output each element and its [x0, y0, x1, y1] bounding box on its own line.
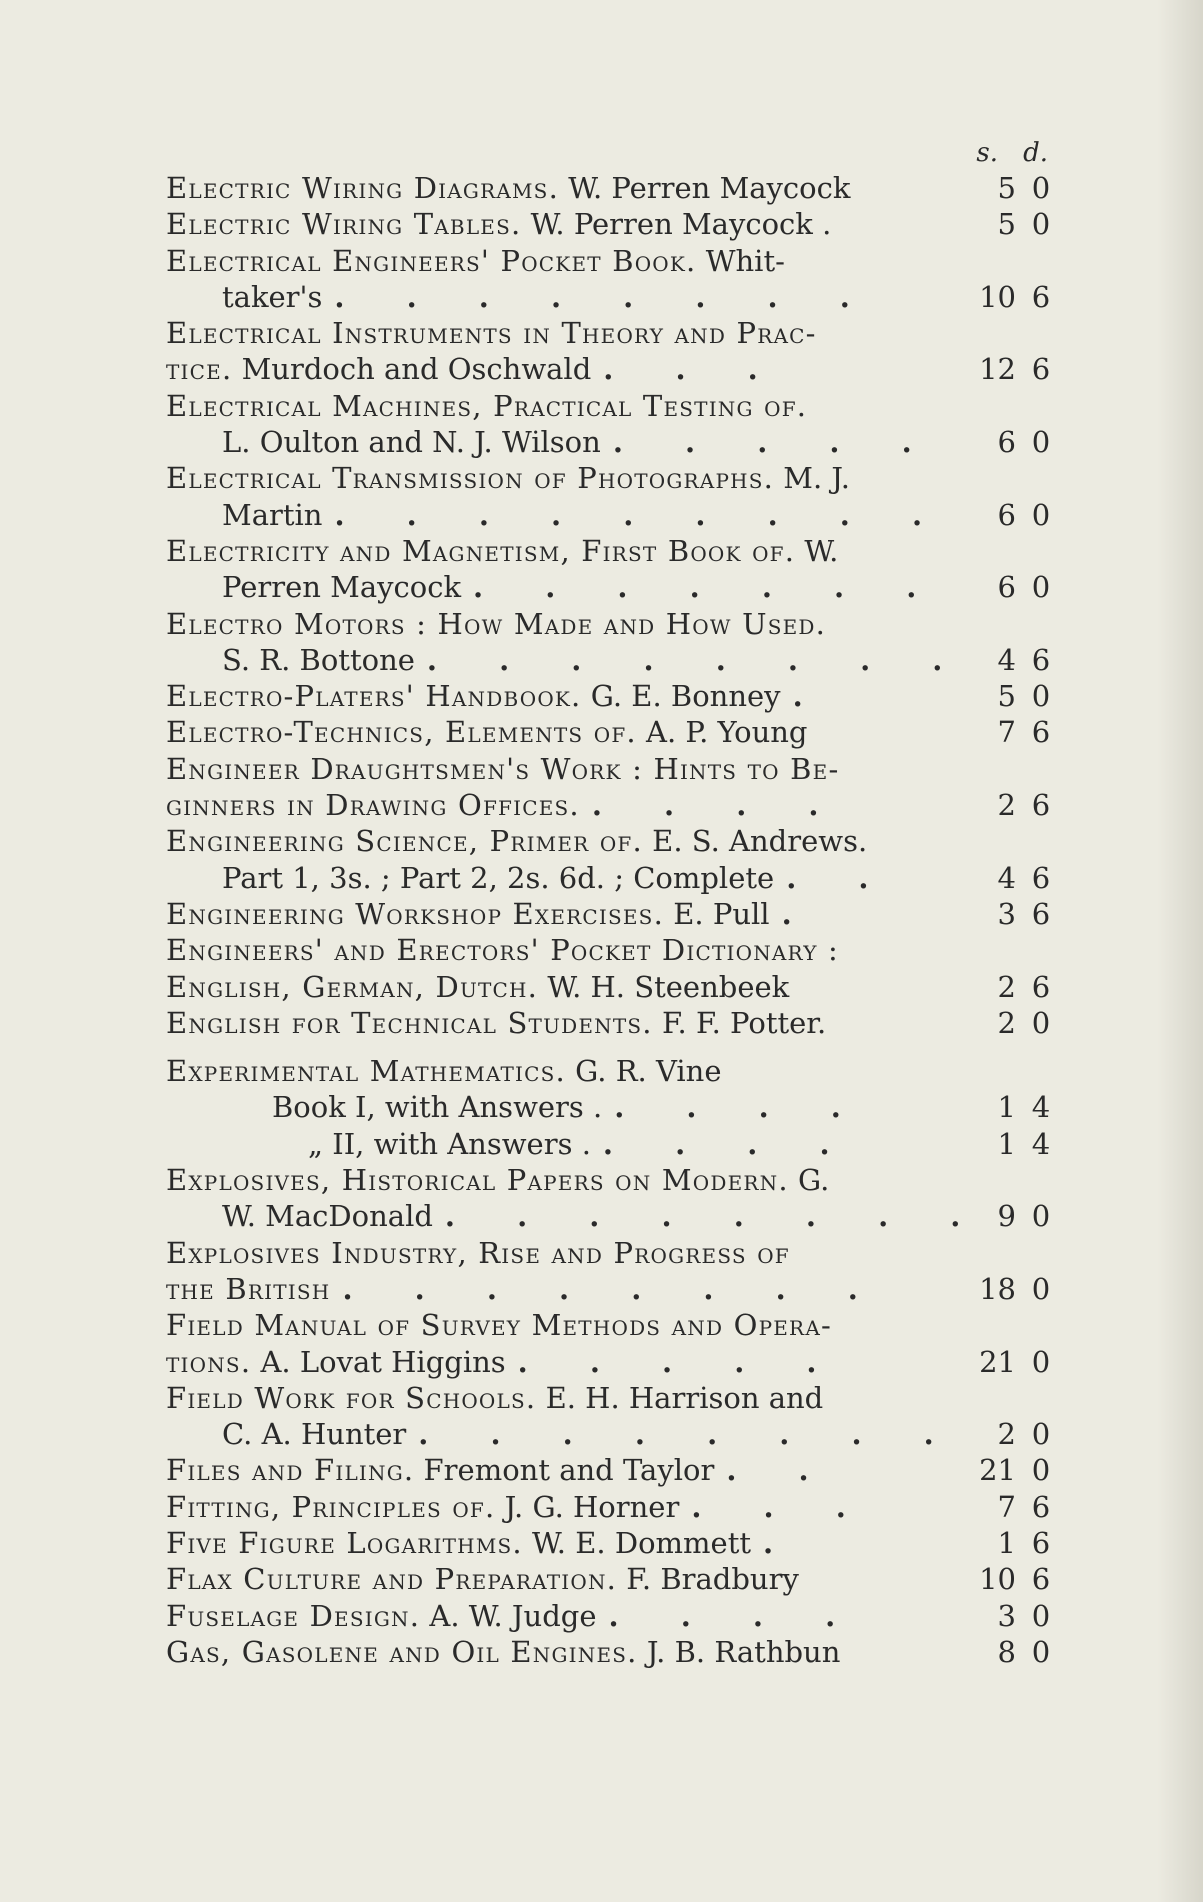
dot-leader: . . . . . . . .	[342, 1271, 884, 1306]
entry-line	[166, 1089, 1056, 1125]
price-shillings: 6	[997, 425, 1016, 460]
entry-author: J. G. Horner	[504, 1489, 680, 1524]
entry-title: Engineering Science, Primer of.	[166, 824, 643, 859]
catalogue-entry	[166, 932, 1056, 1005]
page-edge-shadow	[1157, 0, 1203, 1902]
catalogue-entry	[166, 243, 1056, 316]
dot-leader: .	[781, 896, 818, 931]
entry-title: Electrical Machines, Practical Testing of.	[166, 388, 808, 423]
catalogue-entry	[166, 823, 1056, 896]
price-pence: 6	[1031, 969, 1051, 1004]
price-column-header	[166, 136, 1056, 170]
price-shillings: 18	[979, 1271, 1016, 1306]
catalogue-entry	[166, 1162, 1056, 1235]
entry-line	[166, 823, 1056, 859]
catalogue-entry	[166, 1235, 1056, 1308]
entry-continuation-line	[166, 860, 1056, 896]
price-shillings: 7	[997, 715, 1016, 750]
entry-author: W. E. Dommett	[532, 1525, 752, 1560]
entry-line	[166, 315, 1056, 351]
entry-title: Field Work for Schools.	[166, 1380, 537, 1415]
dot-leader: . . .	[691, 1489, 872, 1524]
entry-line	[166, 1307, 1056, 1343]
dot-leader: . . .	[603, 352, 784, 387]
dot-leader: . . . . . . .	[473, 570, 943, 605]
entry-line	[166, 533, 1056, 569]
entry-title: Electro-Platers' Handbook.	[166, 679, 582, 714]
entry-title: Electrical Instruments in Theory and Prac-	[166, 316, 817, 351]
price-pence: 0	[1031, 1271, 1051, 1306]
price-pence: 0	[1031, 1344, 1051, 1379]
price-shillings: 5	[997, 679, 1016, 714]
entry-title: Electric Wiring Diagrams.	[166, 171, 560, 205]
entry-author: F. F. Potter.	[661, 1005, 827, 1040]
price-shillings: 5	[997, 171, 1016, 205]
entry-author: Murdoch and Oschwald	[241, 352, 592, 387]
entry-continuation-line	[166, 497, 1056, 533]
entry-author: „ II, with Answers .	[308, 1126, 591, 1161]
price-shillings: 2	[997, 1417, 1016, 1452]
price-pence: 0	[1031, 497, 1051, 532]
price-shillings: 2	[997, 788, 1016, 823]
entry-title: the British	[166, 1271, 331, 1306]
entry-line	[166, 1235, 1056, 1271]
dot-leader: . .	[726, 1453, 835, 1488]
entry-title: Experimental Mathematics.	[166, 1054, 566, 1089]
price-shillings: 10	[979, 279, 1016, 314]
entry-author: taker's	[222, 279, 323, 314]
price-shillings: 6	[997, 497, 1016, 532]
entry-line	[166, 678, 1056, 714]
price-shillings: 10	[979, 1562, 1016, 1597]
entry-line	[166, 932, 1056, 968]
price-pence: 0	[1031, 171, 1051, 205]
entry-line	[166, 1162, 1056, 1198]
entry-author: Martin	[222, 497, 323, 532]
entry-line	[166, 1005, 1056, 1041]
price-shillings: 12	[979, 352, 1016, 387]
entry-title: Electrical Engineers' Pocket Book.	[166, 243, 697, 278]
entry-continuation-line	[166, 642, 1056, 678]
entry-title: Files and Filing.	[166, 1453, 415, 1488]
price-shillings: 1	[997, 1090, 1016, 1125]
price-shillings: 3	[997, 896, 1016, 931]
price-pence: 0	[1031, 1199, 1051, 1234]
price-pence: 6	[1031, 715, 1051, 750]
dot-leader: . . . .	[602, 1126, 856, 1161]
entry-continuation-line	[166, 787, 1056, 823]
dot-leader: .	[763, 1525, 800, 1560]
price-pence: 6	[1031, 896, 1051, 931]
price-shillings: 5	[997, 207, 1016, 242]
entry-author: E. Pull	[673, 896, 770, 931]
entry-continuation-line	[166, 969, 1056, 1005]
price-shillings: 2	[997, 1005, 1016, 1040]
price-pence: 0	[1031, 1453, 1051, 1488]
entry-continuation-line	[166, 1416, 1056, 1452]
entry-line	[166, 1525, 1056, 1561]
entry-line	[166, 243, 1056, 279]
price-shillings: 4	[997, 642, 1016, 677]
entry-title: Gas, Gasolene and Oil Engines.	[166, 1634, 638, 1669]
entry-title: Explosives, Historical Papers on Modern.	[166, 1163, 789, 1198]
price-pence: 6	[1031, 642, 1051, 677]
dot-leader: . . . . .	[517, 1344, 843, 1379]
catalogue-entry	[166, 1634, 1056, 1670]
entry-line	[166, 896, 1056, 932]
entry-title: Field Manual of Survey Methods and Opera-	[166, 1308, 832, 1343]
price-pence: 0	[1031, 425, 1051, 460]
book-catalogue	[166, 136, 1056, 1670]
entry-author: J. B. Rathbun	[646, 1634, 841, 1669]
entry-author: A. P. Young	[646, 715, 808, 750]
price-pence: 6	[1031, 279, 1051, 314]
entry-author: G. R. Vine	[575, 1054, 722, 1089]
entry-title: Five Figure Logarithms.	[166, 1525, 523, 1560]
entry-line	[166, 1126, 1056, 1162]
entry-author: Book I, with Answers .	[272, 1090, 603, 1125]
entry-continuation-line	[166, 1344, 1056, 1380]
dot-leader: . .	[786, 860, 895, 895]
entry-line	[166, 170, 1056, 206]
catalogue-entry	[166, 315, 1056, 388]
price-pence: 6	[1031, 788, 1051, 823]
entry-title: English for Technical Students.	[166, 1005, 653, 1040]
price-pence: 0	[1031, 570, 1051, 605]
dot-leader: . . . . . . . .	[418, 1417, 960, 1452]
catalogue-entry	[166, 1489, 1056, 1525]
entry-author: M. J.	[783, 461, 851, 496]
dot-leader: . . . .	[591, 788, 845, 823]
entry-title: Electro Motors : How Made and How Used.	[166, 606, 827, 641]
catalogue-entry	[166, 1452, 1056, 1488]
price-pence: 0	[1031, 1005, 1051, 1040]
entry-author: A. W. Judge	[429, 1598, 597, 1633]
price-shillings: 6	[997, 570, 1016, 605]
price-shillings: 9	[997, 1199, 1016, 1234]
dot-leader: . . . .	[608, 1598, 862, 1633]
entry-line	[166, 1380, 1056, 1416]
entry-title: English, German, Dutch.	[166, 969, 539, 1004]
entry-line	[166, 751, 1056, 787]
entry-author: W. MacDonald	[222, 1199, 433, 1234]
entry-line	[166, 606, 1056, 642]
entry-title: Electrical Transmission of Photographs.	[166, 461, 775, 496]
entry-title: Engineer Draughtsmen's Work : Hints to Be-	[166, 751, 840, 786]
catalogue-entry	[166, 1561, 1056, 1597]
price-pence: 6	[1031, 1525, 1051, 1560]
catalogue-entry	[166, 1126, 1056, 1162]
dot-leader: . . . . . . . .	[426, 642, 969, 677]
catalogue-entry	[166, 896, 1056, 932]
price-shillings: 21	[979, 1344, 1016, 1379]
entry-line	[166, 1452, 1056, 1488]
entry-title: ginners in Drawing Offices.	[166, 788, 580, 823]
entry-continuation-line	[166, 1198, 1056, 1234]
dot-leader: . . . . . . . .	[444, 1199, 987, 1234]
entry-gap	[166, 1041, 1056, 1053]
entry-author: W. Perren Maycock	[568, 171, 851, 205]
entry-title: Flax Culture and Preparation.	[166, 1562, 618, 1597]
entry-author: C. A. Hunter	[222, 1417, 407, 1452]
catalogue-entry	[166, 751, 1056, 824]
catalogue-entry	[166, 1053, 1056, 1089]
entry-continuation-line	[166, 351, 1056, 387]
entry-line	[166, 1053, 1056, 1089]
entry-author: Whit-	[705, 243, 785, 278]
entry-author: W. H. Steenbeek	[547, 969, 790, 1004]
price-shillings: 8	[997, 1634, 1016, 1669]
entry-title: Engineering Workshop Exercises.	[166, 896, 665, 931]
catalogue-entry	[166, 1380, 1056, 1453]
catalogue-entry	[166, 1005, 1056, 1041]
entry-continuation-line	[166, 279, 1056, 315]
entry-author: W. Perren Maycock .	[530, 207, 832, 242]
catalogue-entry	[166, 714, 1056, 750]
catalogue-entries	[166, 170, 1056, 1670]
price-pence: 0	[1031, 679, 1051, 714]
price-pence: 4	[1031, 1090, 1051, 1125]
price-shillings: 21	[979, 1453, 1016, 1488]
entry-line	[166, 460, 1056, 496]
entry-line	[166, 714, 1056, 750]
price-shillings: 1	[997, 1525, 1016, 1560]
entry-title: Fitting, Principles of.	[166, 1489, 496, 1524]
entry-author: Fremont and Taylor	[423, 1453, 715, 1488]
price-pence: 0	[1031, 207, 1051, 242]
price-shillings: 7	[997, 1489, 1016, 1524]
dot-leader: . . . . . . . .	[334, 279, 876, 314]
dot-leader: .	[792, 679, 829, 714]
catalogue-entry	[166, 170, 1056, 206]
price-pence: 0	[1031, 1598, 1051, 1633]
price-shillings: 2	[997, 969, 1016, 1004]
catalogue-entry	[166, 1598, 1056, 1634]
entry-title: tice.	[166, 352, 233, 387]
entry-author: F. Bradbury	[626, 1562, 799, 1597]
entry-line	[166, 1489, 1056, 1525]
entry-author: W.	[804, 533, 839, 568]
price-shillings: 1	[997, 1126, 1016, 1161]
price-pence: 6	[1031, 860, 1051, 895]
dot-leader: . . . .	[614, 1090, 867, 1125]
entry-title: tions.	[166, 1344, 252, 1379]
catalogue-entry	[166, 678, 1056, 714]
pence-header: d.	[1023, 138, 1048, 168]
entry-title: Electro-Technics, Elements of.	[166, 715, 637, 750]
entry-author: Perren Maycock	[222, 570, 462, 605]
price-shillings: 3	[997, 1598, 1016, 1633]
entry-line	[166, 1561, 1056, 1597]
catalogue-entry	[166, 1307, 1056, 1380]
entry-author: A. Lovat Higgins	[260, 1344, 506, 1379]
entry-continuation-line	[166, 569, 1056, 605]
price-pence: 6	[1031, 1562, 1051, 1597]
entry-line	[166, 206, 1056, 242]
catalogue-entry	[166, 1089, 1056, 1125]
dot-leader: . . . . .	[612, 425, 938, 460]
entry-title: Engineers' and Erectors' Pocket Dictionary :	[166, 933, 839, 968]
entry-title: Fuselage Design.	[166, 1598, 421, 1633]
price-pence: 0	[1031, 1634, 1051, 1669]
price-pence: 0	[1031, 1417, 1051, 1452]
entry-author: G.	[797, 1163, 830, 1198]
catalogue-entry	[166, 533, 1056, 606]
catalogue-entry	[166, 388, 1056, 461]
price-pence: 4	[1031, 1126, 1051, 1161]
entry-line	[166, 388, 1056, 424]
price-shillings: 4	[997, 860, 1016, 895]
dot-leader: . . . . . . . . .	[334, 497, 949, 532]
entry-author: G. E. Bonney	[590, 679, 781, 714]
entry-line	[166, 1634, 1056, 1670]
entry-author: L. Oulton and N. J. Wilson	[222, 425, 601, 460]
entry-author: Part 1, 3s. ; Part 2, 2s. 6d. ; Complete	[222, 860, 775, 895]
entry-title: Electric Wiring Tables.	[166, 207, 522, 242]
entry-title: Explosives Industry, Rise and Progress of	[166, 1235, 790, 1270]
entry-line	[166, 1598, 1056, 1634]
catalogue-entry	[166, 460, 1056, 533]
entry-continuation-line	[166, 1271, 1056, 1307]
entry-author: E. S. Andrews.	[652, 824, 868, 859]
price-pence: 6	[1031, 1489, 1051, 1524]
price-pence: 6	[1031, 352, 1051, 387]
entry-author: S. R. Bottone	[222, 642, 415, 677]
catalogue-entry	[166, 1525, 1056, 1561]
catalogue-entry	[166, 606, 1056, 679]
catalogue-entry	[166, 206, 1056, 242]
entry-title: Electricity and Magnetism, First Book of.	[166, 533, 796, 568]
entry-author: E. H. Harrison and	[545, 1380, 824, 1415]
shillings-header: s.	[976, 138, 998, 168]
entry-continuation-line	[166, 424, 1056, 460]
